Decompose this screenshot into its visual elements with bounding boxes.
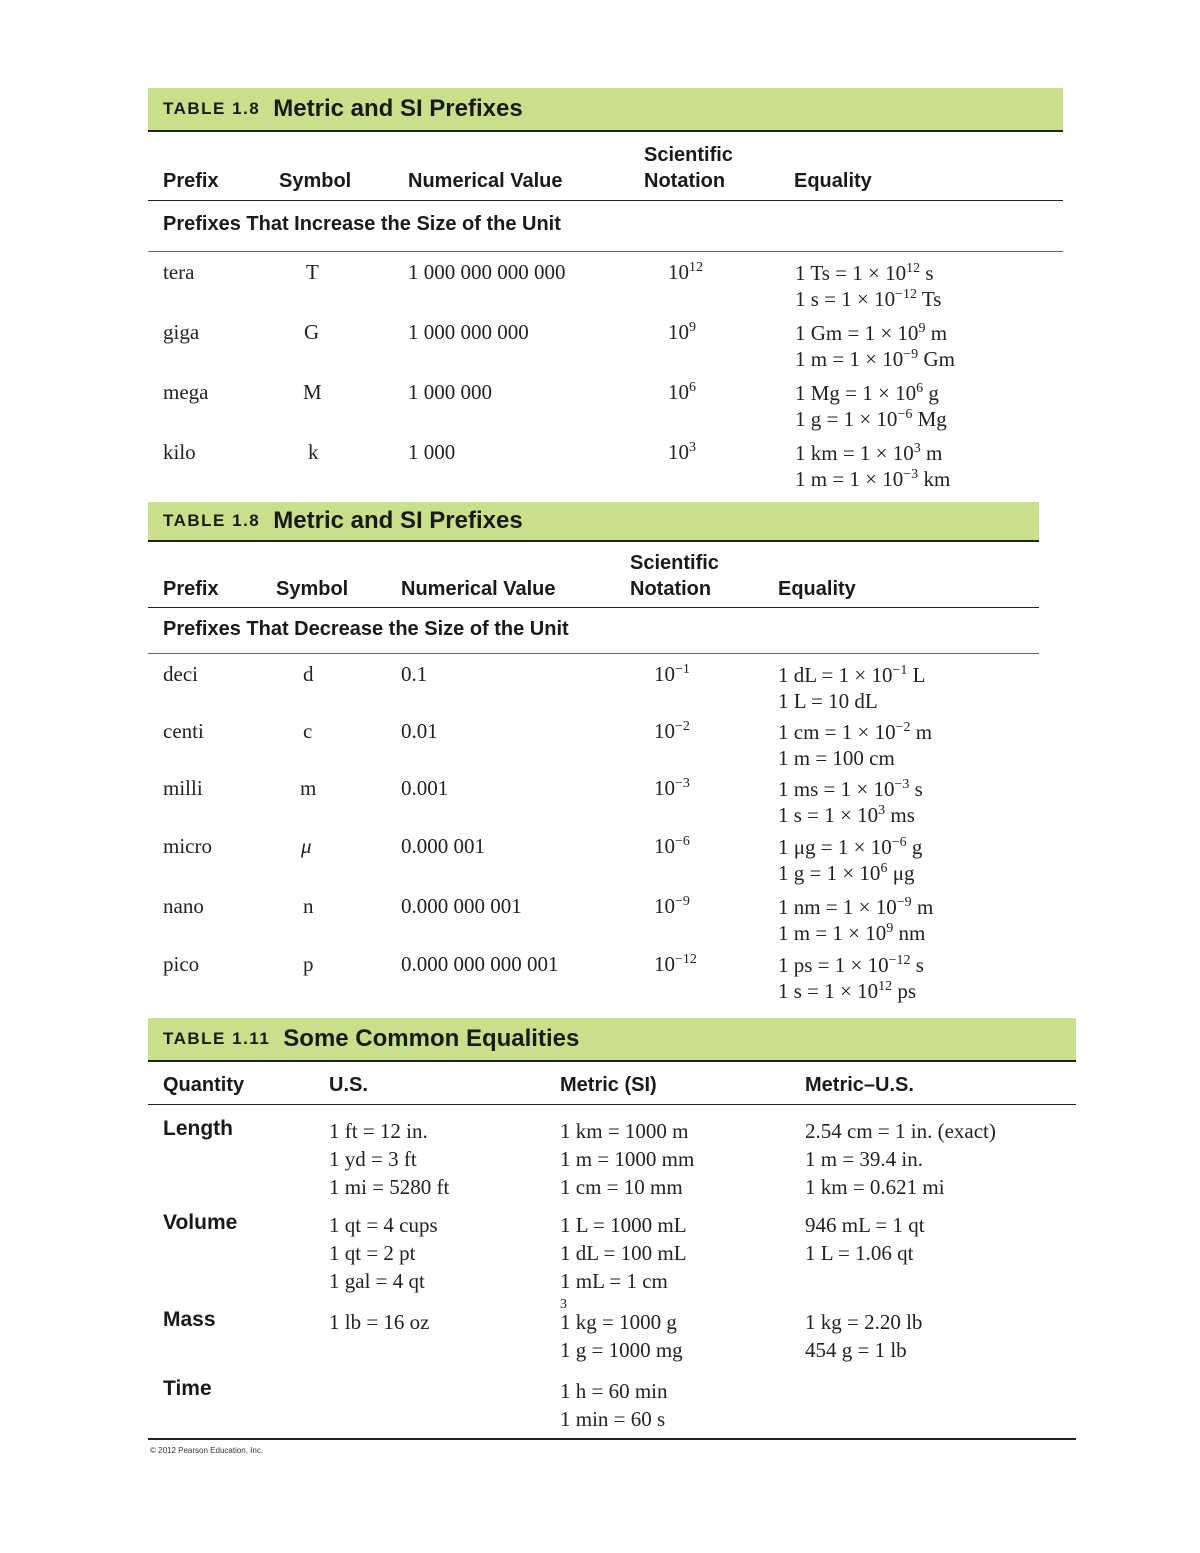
cell-value: 1 000 000 000 xyxy=(408,320,529,344)
cell-scientific: $10^{-12}$ xyxy=(654,952,697,976)
header-quantity: Quantity xyxy=(163,1074,245,1096)
cell-symbol: μ xyxy=(301,834,312,858)
cell-scientific: $10^3$ xyxy=(668,440,696,464)
section-heading xyxy=(148,201,1063,252)
table-body xyxy=(148,252,1063,497)
header-scientific: Scientific xyxy=(630,552,719,574)
cell-value: 1 000 xyxy=(408,440,456,464)
cell-scientific: $10^{-1}$ xyxy=(654,662,690,686)
cell-equality: 1 nm = $1 \times 10^{-9}$ m 1 $m = 1 \times 10^9$ nm xyxy=(778,895,934,945)
table-title-bar xyxy=(148,502,1039,542)
cell-equality: 1 $Gm = 1 \times 10^9$ m 1 $m = 1 \times 10^{-9}$ Gm xyxy=(795,321,955,371)
cell-scientific: $10^{-9}$ xyxy=(654,894,690,918)
cell-metric-us: 946 mL = 1 qt 1 L = 1.06 qt xyxy=(805,1213,925,1265)
cell-prefix: tera xyxy=(163,260,195,284)
cell-symbol: p xyxy=(303,952,314,976)
cell-prefix: giga xyxy=(163,320,200,344)
cell-symbol: n xyxy=(303,894,314,918)
copyright-notice: © 2012 Pearson Education, Inc. xyxy=(150,1446,264,1455)
cell-prefix: kilo xyxy=(163,440,196,464)
cell-symbol: k xyxy=(308,440,319,464)
cell-equality: 1 $Ts = 1 \times 10^{12}$ s 1 $s = 1 \times 10^{-12}$ Ts xyxy=(795,261,942,311)
cell-us: 1 ft = 12 in. 1 yd = 3 ft 1 mi = 5280 ft xyxy=(329,1119,450,1199)
header-equality: Equality xyxy=(778,578,856,600)
cell-metric: 1 kg = 1000 g 1 g = 1000 mg xyxy=(560,1310,683,1362)
cell-value: 0.01 xyxy=(401,719,438,743)
column-headers xyxy=(148,132,1063,201)
header-equality: Equality xyxy=(794,170,872,192)
table-title: Some Common Equalities xyxy=(283,1025,580,1052)
cell-value: 1 000 000 000 000 xyxy=(408,260,566,284)
cell-metric: 1 km = 1000 m 1 m = 1000 mm 1 cm = 10 mm xyxy=(560,1119,695,1199)
section-heading xyxy=(148,608,1039,654)
quantity-label: Volume xyxy=(163,1211,238,1234)
cell-equality: 1 $\mu g = 1 \times 10^{-6}$ g 1 $g = 1 \times 10^6$ μg xyxy=(778,835,923,885)
cell-us: 1 lb = 16 oz xyxy=(329,1310,430,1334)
table-title-bar xyxy=(148,88,1063,132)
cell-symbol: m xyxy=(300,776,317,800)
column-headers xyxy=(148,542,1039,608)
cell-scientific: $10^{-6}$ xyxy=(654,834,690,858)
table-title: Metric and SI Prefixes xyxy=(273,507,523,534)
header-notation: Notation xyxy=(630,578,712,600)
header-scientific: Scientific xyxy=(644,144,733,166)
cell-scientific: $10^9$ xyxy=(668,320,696,344)
cell-scientific: $10^{-2}$ xyxy=(654,719,690,743)
header-us: U.S. xyxy=(329,1074,368,1096)
header-metric-us: Metric–U.S. xyxy=(805,1074,914,1096)
header-numerical-value: Numerical Value xyxy=(401,578,556,600)
cell-prefix: centi xyxy=(163,719,204,743)
header-prefix: Prefix xyxy=(163,578,219,600)
cell-prefix: nano xyxy=(163,894,204,918)
cell-value: 0.000 000 001 xyxy=(401,894,522,918)
cell-equality: 1 km = $1 \times 10^3$ m 1 $m = 1 \times 10^{-3}$ km xyxy=(795,441,951,491)
header-metric: Metric (SI) xyxy=(560,1074,657,1096)
column-headers xyxy=(148,1062,1076,1105)
table-common-equalities xyxy=(148,1018,1076,1435)
cell-us: 1 qt = 4 cups 1 qt = 2 pt 1 gal = 4 qt xyxy=(329,1213,438,1293)
cell-equality: 1 ms = $1 \times 10^{-3}$ s 1 $s = 1 \times 10^3$ ms xyxy=(778,777,923,827)
cell-metric-us: 2.54 cm = 1 in. (exact) 1 m = 39.4 in. 1 km = 0.621 mi xyxy=(805,1119,996,1199)
cell-prefix: mega xyxy=(163,380,209,404)
quantity-label: Length xyxy=(163,1117,233,1140)
quantity-label: Mass xyxy=(163,1308,216,1331)
cell-scientific: $10^6$ xyxy=(668,380,696,404)
cell-value: 0.000 001 xyxy=(401,834,485,858)
cell-prefix: milli xyxy=(163,776,203,800)
section-title: Prefixes That Increase the Size of the Unit xyxy=(163,213,561,235)
cell-symbol: G xyxy=(304,320,320,344)
cell-metric: 1 L = 1000 mL 1 dL = 100 mL 1 mL = 1 cm $^3$ xyxy=(560,1213,687,1312)
cell-equality: 1 dL = $1 \times 10^{-1}$ L 1 L = 10 dL xyxy=(778,663,926,713)
cell-scientific: $10^{12}$ xyxy=(668,260,703,284)
cell-value: 0.000 000 000 001 xyxy=(401,952,559,976)
header-symbol: Symbol xyxy=(276,578,349,600)
table-increase-prefixes xyxy=(148,88,1063,497)
table-title-bar xyxy=(148,1018,1076,1062)
table-number: TABLE 1.8 xyxy=(163,99,261,118)
cell-equality: 1 $Mg = 1 \times 10^6$ g 1 $g = 1 \times 10^{-6}$ Mg xyxy=(795,381,947,431)
header-symbol: Symbol xyxy=(279,170,352,192)
header-prefix: Prefix xyxy=(163,170,219,192)
cell-prefix: deci xyxy=(163,662,198,686)
cell-value: 0.001 xyxy=(401,776,449,800)
cell-equality: 1 ps = $1 \times 10^{-12}$ s 1 $s = 1 \times 10^{12}$ ps xyxy=(778,953,924,1003)
table-title: Metric and SI Prefixes xyxy=(273,95,523,122)
quantity-label: Time xyxy=(163,1377,212,1400)
cell-metric: 1 h = 60 min 1 min = 60 s xyxy=(560,1379,668,1431)
header-numerical-value: Numerical Value xyxy=(408,170,563,192)
cell-equality: 1 cm = $1 \times 10^{-2}$ m 1 m = 100 cm xyxy=(778,720,933,770)
table-decrease-prefixes xyxy=(148,502,1039,1014)
cell-symbol: M xyxy=(303,380,322,404)
table-number: TABLE 1.11 xyxy=(163,1029,271,1048)
cell-symbol: c xyxy=(303,719,313,743)
table-body xyxy=(148,1105,1076,1435)
cell-scientific: $10^{-3}$ xyxy=(654,776,690,800)
cell-symbol: d xyxy=(303,662,314,686)
table-body xyxy=(148,654,1039,1014)
cell-value: 0.1 xyxy=(401,662,428,686)
cell-prefix: micro xyxy=(163,834,212,858)
bottom-rule xyxy=(148,1438,1076,1440)
cell-metric-us: 1 kg = 2.20 lb 454 g = 1 lb xyxy=(805,1310,923,1362)
section-title: Prefixes That Decrease the Size of the Unit xyxy=(163,618,569,640)
table-number: TABLE 1.8 xyxy=(163,511,261,530)
cell-symbol: T xyxy=(306,260,319,284)
cell-prefix: pico xyxy=(163,952,200,976)
header-notation: Notation xyxy=(644,170,726,192)
cell-value: 1 000 000 xyxy=(408,380,492,404)
